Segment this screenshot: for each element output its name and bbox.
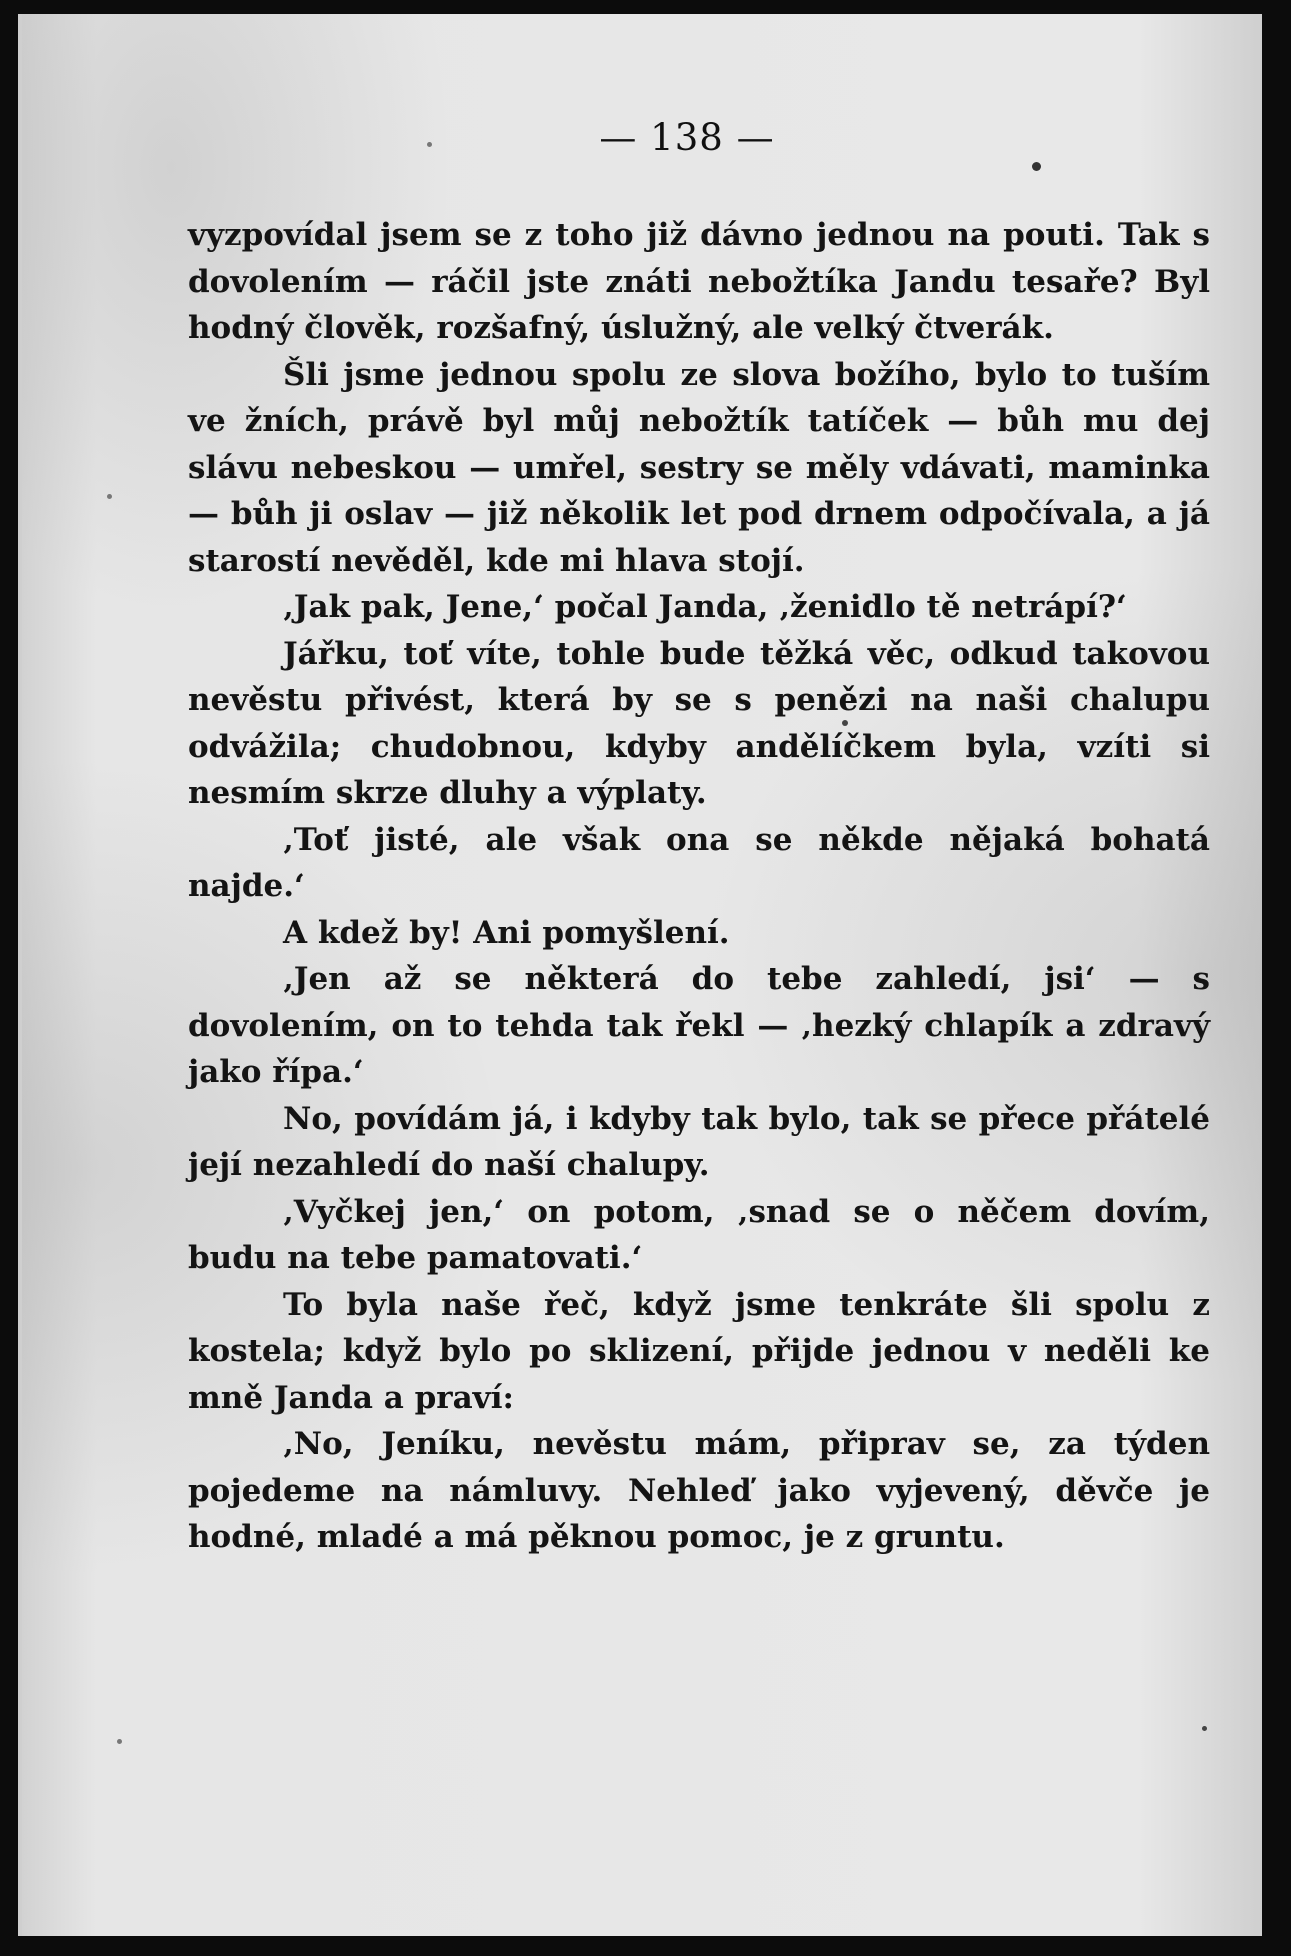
ink-speck [107,494,112,499]
paragraph: Jářku, toť víte, tohle bude těžká věc, odkud takovou nevěstu přivést, která by se s penězi na naši chalupu odvážila; chudobnou, kdyby andělíčkem byla, vzíti si nesmím skrze dluhy a výplaty. [188,635,1210,811]
paragraph: Šli jsme jednou spolu ze slova božího, bylo to tuším ve žních, právě byl můj nebožtík tatíček — bůh mu dej slávu nebeskou — umřel, sestry se měly vdávati, maminka — bůh ji oslav — již několik let pod drnem odpočívala, a já starostí nevěděl, kde mi hlava stojí. [188,356,1210,579]
paragraph: A kdež by! Ani pomyšlení. [283,914,730,951]
ink-speck [427,142,432,147]
paragraph: ‚Jak pak, Jene,‘ počal Janda, ‚ženidlo tě netrápí?‘ [283,589,1127,625]
ink-speck [1032,162,1041,171]
paragraph: To byla naše řeč, když jsme tenkráte šli spolu z kostela; když bylo po sklizení, přijde jednou v neděli ke mně Janda a praví: [188,1286,1210,1416]
paragraph: vyzpovídal jsem se z toho již dávno jednou na pouti. Tak s dovolením — ráčil jste znáti nebožtíka Jandu tesaře? Byl hodný člověk, rozšafný, úslužný, ale velký čtverák. [188,217,1210,346]
paragraph: ‚Jen až se některá do tebe zahledí, jsi‘ — s dovolením, on to tehda tak řekl — ‚hezký chlapík a zdravý jako řípa.‘ [188,961,1210,1090]
paragraph: ‚Toť jisté, ale však ona se někde nějaká bohatá najde.‘ [188,821,1210,904]
ink-speck [1202,1726,1207,1731]
page-number: — 138 — [599,116,775,159]
book-page [18,14,1262,1936]
body-text [188,212,1210,1561]
paragraph: ‚Vyčkej jen,‘ on potom, ‚snad se o něčem dovím, budu na tebe pamatovati.‘ [188,1193,1210,1276]
paragraph: ‚No, Jeníku, nevěstu mám, připrav se, za týden pojedeme na námluvy. Nehleď jako vyjevený, děvče je hodné, mladé a má pěknou pomoc, je z gruntu. [188,1426,1210,1555]
ink-speck [842,720,848,726]
ink-speck [117,1739,122,1744]
paragraph: No, povídám já, i kdyby tak bylo, tak se přece přátelé její nezahledí do naší chalupy. [188,1100,1210,1183]
